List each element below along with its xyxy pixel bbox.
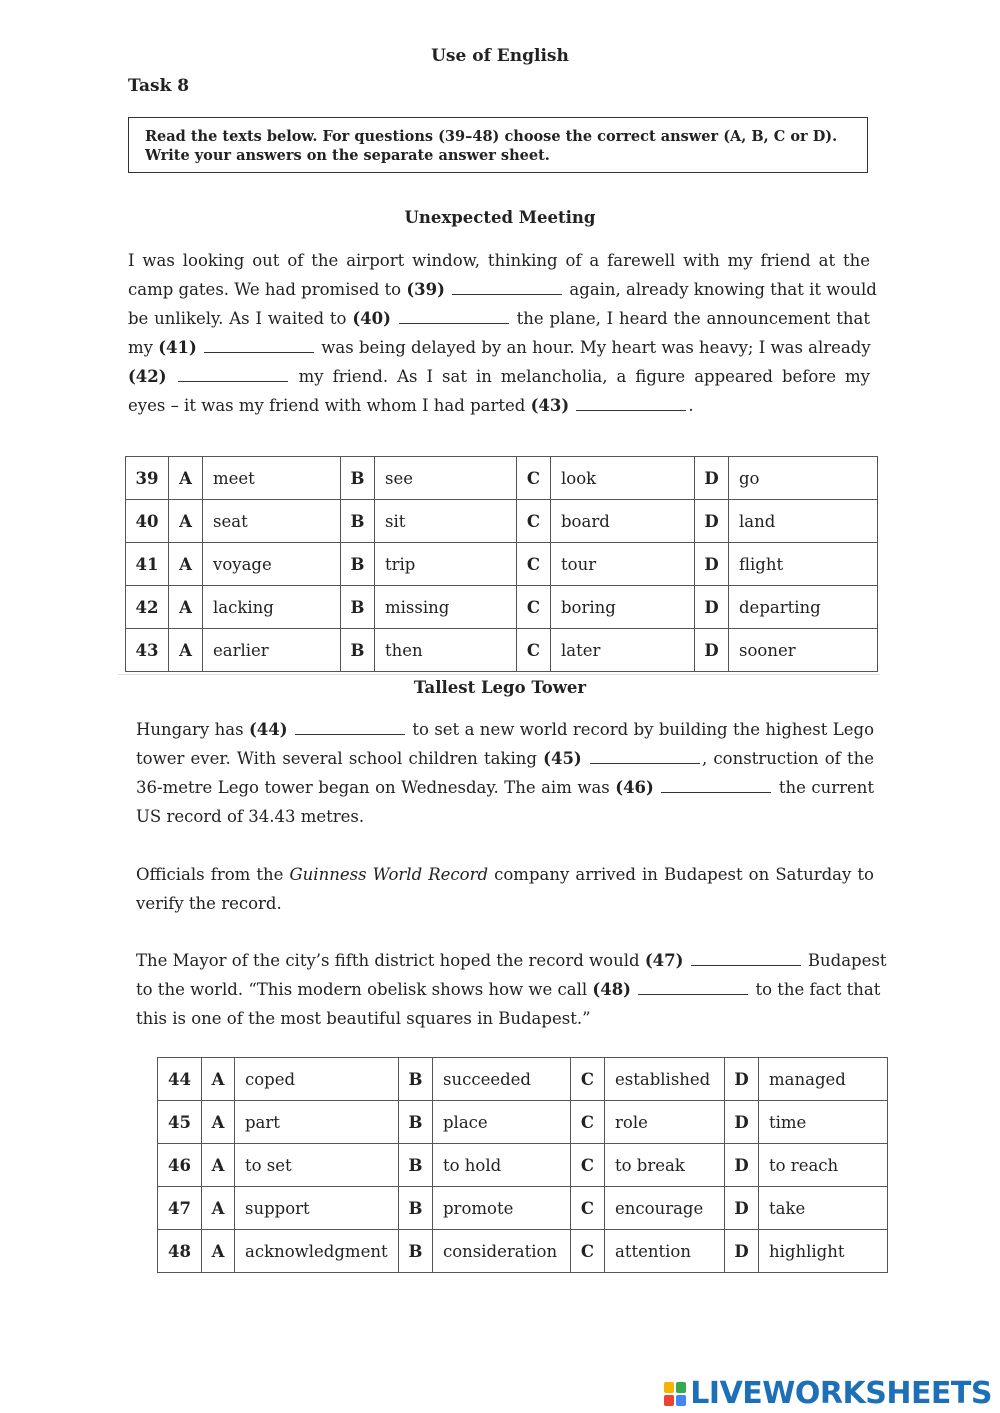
question-number-cell: 45 [158, 1101, 202, 1144]
option-a-q45[interactable]: part [235, 1101, 399, 1144]
passage-text: the current [773, 778, 874, 797]
option-c-q43[interactable]: later [551, 629, 695, 672]
question-number: (40) [352, 309, 391, 328]
passage-text: my friend. As I sat in melancholia, a figure appeared before my [289, 367, 870, 386]
question-number-cell: 39 [126, 457, 169, 500]
option-letter: D [695, 543, 729, 586]
passage-line [136, 1004, 874, 1033]
option-letter: C [517, 543, 551, 586]
option-letter: B [399, 1187, 433, 1230]
option-letter: A [202, 1230, 235, 1273]
passage-text: this is one of the most beautiful squares in Budapest.” [136, 1009, 591, 1028]
passage-text: Officials from the [136, 865, 290, 884]
option-letter: C [571, 1230, 605, 1273]
option-letter: D [695, 629, 729, 672]
option-letter: D [725, 1230, 759, 1273]
option-letter: B [341, 629, 375, 672]
option-letter: C [517, 586, 551, 629]
page-title: Use of English [431, 46, 569, 66]
question-number-cell: 43 [126, 629, 169, 672]
passage-text: be unlikely. As I waited to [128, 309, 353, 328]
option-d-q46[interactable]: to reach [759, 1144, 888, 1187]
option-b-q43[interactable]: then [375, 629, 517, 672]
option-b-q40[interactable]: sit [375, 500, 517, 543]
question-number-cell: 41 [126, 543, 169, 586]
passage-line [136, 860, 874, 889]
instruction-line: Read the texts below. For questions (39–48) choose the correct answer (A, B, C or D). [145, 128, 838, 145]
section-title-lego-tower: Tallest Lego Tower [413, 678, 587, 697]
option-b-q42[interactable]: missing [375, 586, 517, 629]
option-c-q46[interactable]: to break [605, 1144, 725, 1187]
option-a-q41[interactable]: voyage [203, 543, 341, 586]
option-letter: D [725, 1058, 759, 1101]
passage-text: 36-metre Lego tower began on Wednesday. The aim was [136, 778, 616, 797]
option-b-q44[interactable]: succeeded [433, 1058, 571, 1101]
option-d-q41[interactable]: flight [729, 543, 878, 586]
question-number: (46) [615, 778, 654, 797]
question-number-cell: 44 [158, 1058, 202, 1101]
liveworksheets-logo-text: LIVEWORKSHEETS [690, 1376, 992, 1411]
option-letter: D [725, 1187, 759, 1230]
option-letter: D [725, 1144, 759, 1187]
question-row-41 [126, 543, 878, 586]
passage-line [136, 715, 874, 744]
passage-text: was being delayed by an hour. My heart was heavy; I was already [316, 338, 871, 357]
answer-blank-40[interactable] [399, 307, 509, 325]
option-letter: C [571, 1058, 605, 1101]
passage-text: I was looking out of the airport window, thinking of a farewell with my friend at the [128, 251, 870, 270]
passage-text: Budapest [802, 951, 887, 970]
question-row-40 [126, 500, 878, 543]
option-b-q41[interactable]: trip [375, 543, 517, 586]
passage-text: company arrived in Budapest on Saturday to [488, 865, 874, 884]
option-letter: B [341, 457, 375, 500]
option-letter: B [399, 1058, 433, 1101]
divider [118, 674, 880, 675]
option-c-q47[interactable]: encourage [605, 1187, 725, 1230]
option-c-q42[interactable]: boring [551, 586, 695, 629]
question-row-45 [158, 1101, 888, 1144]
option-letter: A [202, 1058, 235, 1101]
option-d-q45[interactable]: time [759, 1101, 888, 1144]
instruction-line: Write your answers on the separate answer sheet. [145, 147, 550, 164]
option-letter: C [517, 457, 551, 500]
option-letter: A [202, 1144, 235, 1187]
option-letter: B [399, 1101, 433, 1144]
passage-text: tower ever. With several school children taking [136, 749, 544, 768]
passage-text: to set a new world record by building the highest Lego [406, 720, 874, 739]
passage-line [136, 975, 881, 1004]
question-number-cell: 47 [158, 1187, 202, 1230]
section-title-unexpected-meeting: Unexpected Meeting [404, 208, 596, 227]
option-letter: A [169, 629, 203, 672]
question-number: (41) [158, 338, 197, 357]
option-b-q45[interactable]: place [433, 1101, 571, 1144]
publication-name: Guinness World Record [289, 865, 489, 884]
option-letter: D [725, 1101, 759, 1144]
passage-line [136, 773, 874, 802]
options-table-2 [157, 1057, 888, 1273]
liveworksheets-logo-icon [664, 1382, 686, 1406]
option-letter: A [169, 500, 203, 543]
answer-blank-41[interactable] [204, 336, 314, 354]
option-letter: C [517, 629, 551, 672]
option-letter: C [571, 1144, 605, 1187]
passage-text: again, already knowing that it would [564, 280, 877, 299]
passage-text: my [128, 338, 159, 357]
option-letter: A [202, 1101, 235, 1144]
answer-blank-42[interactable] [178, 365, 288, 383]
answer-blank-43[interactable] [576, 394, 686, 412]
option-letter: A [169, 586, 203, 629]
option-letter: D [695, 500, 729, 543]
question-number: (39) [406, 280, 445, 299]
option-c-q45[interactable]: role [605, 1101, 725, 1144]
option-a-q39[interactable]: meet [203, 457, 341, 500]
option-d-q47[interactable]: take [759, 1187, 888, 1230]
passage-lego-tower [136, 715, 887, 1033]
passage-line [136, 744, 874, 773]
option-letter: A [169, 543, 203, 586]
option-a-q42[interactable]: lacking [203, 586, 341, 629]
option-d-q48[interactable]: highlight [759, 1230, 888, 1273]
question-number: (42) [128, 367, 167, 386]
passage-text: camp gates. We had promised to [128, 280, 407, 299]
option-letter: A [169, 457, 203, 500]
option-c-q44[interactable]: established [605, 1058, 725, 1101]
passage-text: US record of 34.43 metres. [136, 807, 365, 826]
option-a-q46[interactable]: to set [235, 1144, 399, 1187]
question-row-39 [126, 457, 878, 500]
passage-line [128, 275, 877, 304]
passage-line [128, 391, 870, 420]
option-letter: B [399, 1144, 433, 1187]
question-row-42 [126, 586, 878, 629]
option-a-q40[interactable]: seat [203, 500, 341, 543]
option-letter: A [202, 1187, 235, 1230]
option-d-q42[interactable]: departing [729, 586, 878, 629]
question-row-46 [158, 1144, 888, 1187]
passage-line [136, 946, 887, 975]
option-a-q48[interactable]: acknowledgment [235, 1230, 399, 1273]
options-table-2-body [158, 1058, 888, 1273]
passage-text: . [688, 396, 694, 415]
options-table-1-body [126, 457, 878, 672]
question-row-47 [158, 1187, 888, 1230]
option-c-q40[interactable]: board [551, 500, 695, 543]
passage-unexpected-meeting [128, 246, 877, 420]
option-d-q40[interactable]: land [729, 500, 878, 543]
question-number: (43) [530, 396, 570, 415]
question-number: (48) [592, 980, 631, 999]
task-label: Task 8 [128, 76, 190, 96]
option-a-q47[interactable]: support [235, 1187, 399, 1230]
passage-text: to the fact that [750, 980, 881, 999]
option-a-q44[interactable]: coped [235, 1058, 399, 1101]
passage-text: the plane, I heard the announcement that [510, 309, 870, 328]
answer-blank-46[interactable] [661, 776, 771, 794]
option-letter: B [341, 500, 375, 543]
passage-line [128, 304, 870, 333]
option-d-q43[interactable]: sooner [729, 629, 878, 672]
passage-line [136, 802, 874, 831]
passage-line [128, 333, 870, 362]
answer-blank-45[interactable] [590, 747, 700, 765]
question-number-cell: 42 [126, 586, 169, 629]
question-row-44 [158, 1058, 888, 1101]
option-b-q39[interactable]: see [375, 457, 517, 500]
option-c-q48[interactable]: attention [605, 1230, 725, 1273]
answer-blank-47[interactable] [691, 949, 801, 967]
option-letter: D [695, 457, 729, 500]
passage-line [128, 246, 870, 275]
option-b-q47[interactable]: promote [433, 1187, 571, 1230]
liveworksheets-logo [664, 1376, 992, 1411]
option-letter: B [341, 586, 375, 629]
question-number: (47) [644, 951, 684, 970]
passage-line [128, 362, 870, 391]
option-letter: C [571, 1187, 605, 1230]
question-number: (45) [543, 749, 582, 768]
question-number-cell: 48 [158, 1230, 202, 1273]
option-c-q39[interactable]: look [551, 457, 695, 500]
option-letter: B [399, 1230, 433, 1273]
passage-line [136, 889, 874, 918]
option-letter: C [517, 500, 551, 543]
passage-text: verify the record. [136, 894, 282, 913]
answer-blank-48[interactable] [638, 978, 748, 996]
answer-blank-44[interactable] [295, 718, 405, 736]
passage-text: eyes – it was my friend with whom I had parted [128, 396, 531, 415]
option-letter: C [571, 1101, 605, 1144]
question-number: (44) [248, 720, 288, 739]
instructions-box [128, 117, 868, 173]
passage-text: The Mayor of the city’s fifth district hoped the record would [136, 951, 645, 970]
answer-blank-39[interactable] [452, 278, 562, 296]
options-table-1 [125, 456, 878, 672]
option-b-q46[interactable]: to hold [433, 1144, 571, 1187]
option-d-q39[interactable]: go [729, 457, 878, 500]
option-c-q41[interactable]: tour [551, 543, 695, 586]
question-number-cell: 46 [158, 1144, 202, 1187]
question-row-48 [158, 1230, 888, 1273]
passage-text: Hungary has [136, 720, 249, 739]
option-b-q48[interactable]: consideration [433, 1230, 571, 1273]
option-letter: B [341, 543, 375, 586]
option-letter: D [695, 586, 729, 629]
passage-text: , construction of the [701, 749, 874, 768]
question-row-43 [126, 629, 878, 672]
option-a-q43[interactable]: earlier [203, 629, 341, 672]
passage-text: to the world. “This modern obelisk shows how we call [136, 980, 593, 999]
option-d-q44[interactable]: managed [759, 1058, 888, 1101]
question-number-cell: 40 [126, 500, 169, 543]
